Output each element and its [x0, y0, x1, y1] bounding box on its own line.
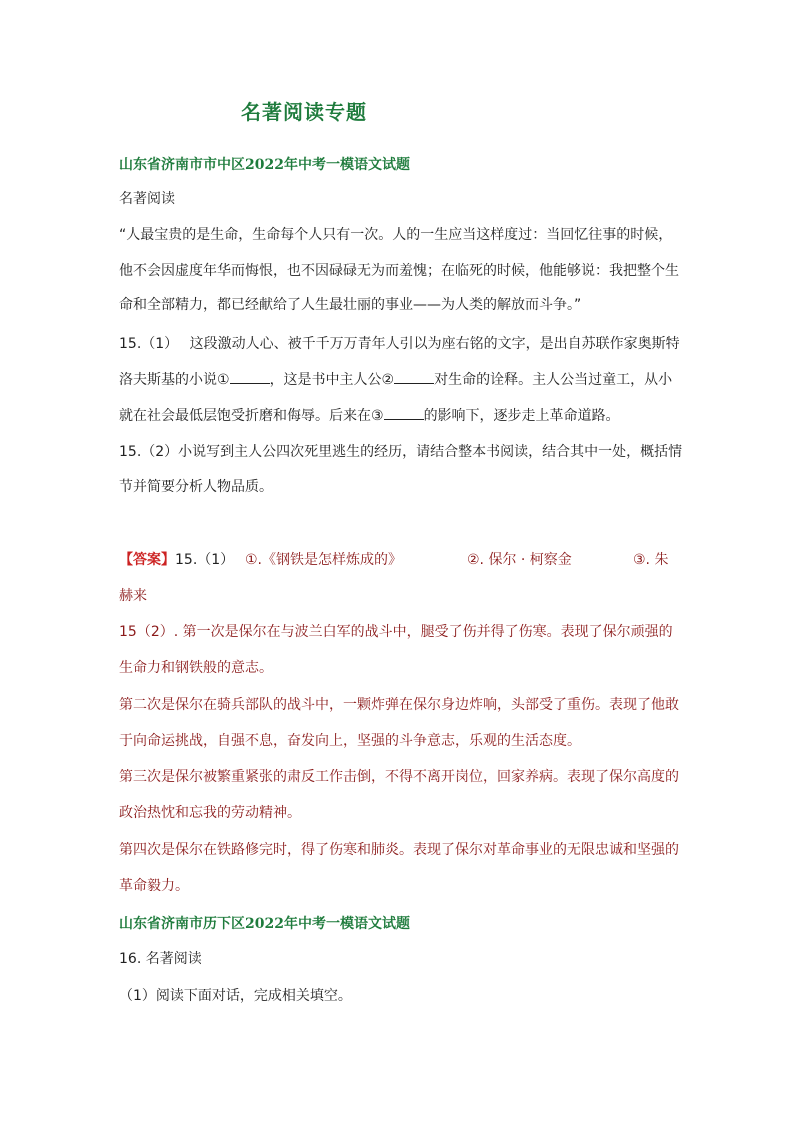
answer-p2-line-1: 第二次是保尔在骑兵部队的战斗中，一颗炸弹在保尔身边炸响，头部受了重伤。表现了他敢: [119, 697, 679, 713]
blank-3[interactable]: [384, 405, 424, 420]
answer-number: 15.（1）: [175, 552, 235, 568]
quote-line-3: 命和全部精力，都已经献给了人生最壮丽的事业——为人类的解放而斗争。”: [119, 297, 582, 313]
answer-option-3-cont: 赫来: [119, 588, 147, 604]
question-2-line-2: 节并简要分析人物品质。: [119, 479, 273, 495]
blank-1[interactable]: [230, 369, 270, 384]
answer-p3-line-1: 第三次是保尔被繁重紧张的肃反工作击倒，不得不离开岗位，回家养病。表现了保尔高度的: [119, 769, 679, 785]
answer-p2-line-2: 于向命运挑战，自强不息，奋发向上，坚强的斗争意志，乐观的生活态度。: [119, 733, 581, 749]
question-16: 16. 名著阅读: [119, 951, 202, 967]
blank-2[interactable]: [394, 369, 434, 384]
answer-p4-line-1: 第四次是保尔在铁路修完时，得了伤寒和肺炎。表现了保尔对革命事业的无限忠诚和坚强的: [119, 842, 679, 858]
question-2-line-1: 15.（2）小说写到主人公四次死里逃生的经历，请结合整本书阅读，结合其中一处，概括情: [119, 444, 683, 460]
answer-p3-line-2: 政治热忱和忘我的劳动精神。: [119, 805, 301, 821]
answer-option-1: ①.《钢铁是怎样炼成的》: [245, 552, 403, 568]
page-title: 名著阅读专题: [241, 100, 367, 124]
q1-text-c: 对生命的诠释。主人公当过童工，从小: [434, 372, 673, 388]
section-label: 名著阅读: [119, 191, 175, 207]
quote-line-1: “人最宝贵的是生命，生命每个人只有一次。人的一生应当这样度过：当回忆往事的时候，: [119, 227, 673, 243]
answer-option-3: ③. 朱: [633, 552, 669, 568]
q1-text-b: ，这是书中主人公②: [269, 372, 395, 388]
quote-line-2: 他不会因虚度年华而悔恨，也不因碌碌无为而羞愧；在临死的时候，他能够说：我把整个生: [119, 263, 679, 279]
answer-p1-line-2: 生命力和钢铁般的意志。: [119, 660, 273, 676]
question-1-line-3: [119, 405, 679, 426]
answer-p1-line-1: 15（2）. 第一次是保尔在与波兰白军的战斗中，腿受了伤并得了伤寒。表现了保尔顽强的: [119, 624, 673, 640]
question-1-line-1: 15.（1） 这段激动人心、被千千万万青年人引以为座右铭的文字，是出自苏联作家奥斯特: [119, 336, 680, 352]
section-heading-2: 山东省济南市历下区2022年中考一模语文试题: [119, 916, 410, 932]
question-16-sub-1: （1）阅读下面对话，完成相关填空。: [119, 988, 352, 1004]
answer-line: [119, 550, 679, 570]
answer-option-2: ②. 保尔 · 柯察金: [467, 552, 572, 568]
q1-text-d: 就在社会最低层饱受折磨和侮辱。后来在③: [119, 408, 384, 424]
answer-tag: 【答案】: [119, 552, 175, 568]
answer-p4-line-2: 革命毅力。: [119, 878, 189, 894]
section-heading-1: 山东省济南市市中区2022年中考一模语文试题: [119, 157, 410, 173]
q1-text-e: 的影响下，逐步走上革命道路。: [423, 408, 620, 424]
question-1-line-2: [119, 369, 679, 390]
q1-text-a: 洛夫斯基的小说①: [119, 372, 230, 388]
